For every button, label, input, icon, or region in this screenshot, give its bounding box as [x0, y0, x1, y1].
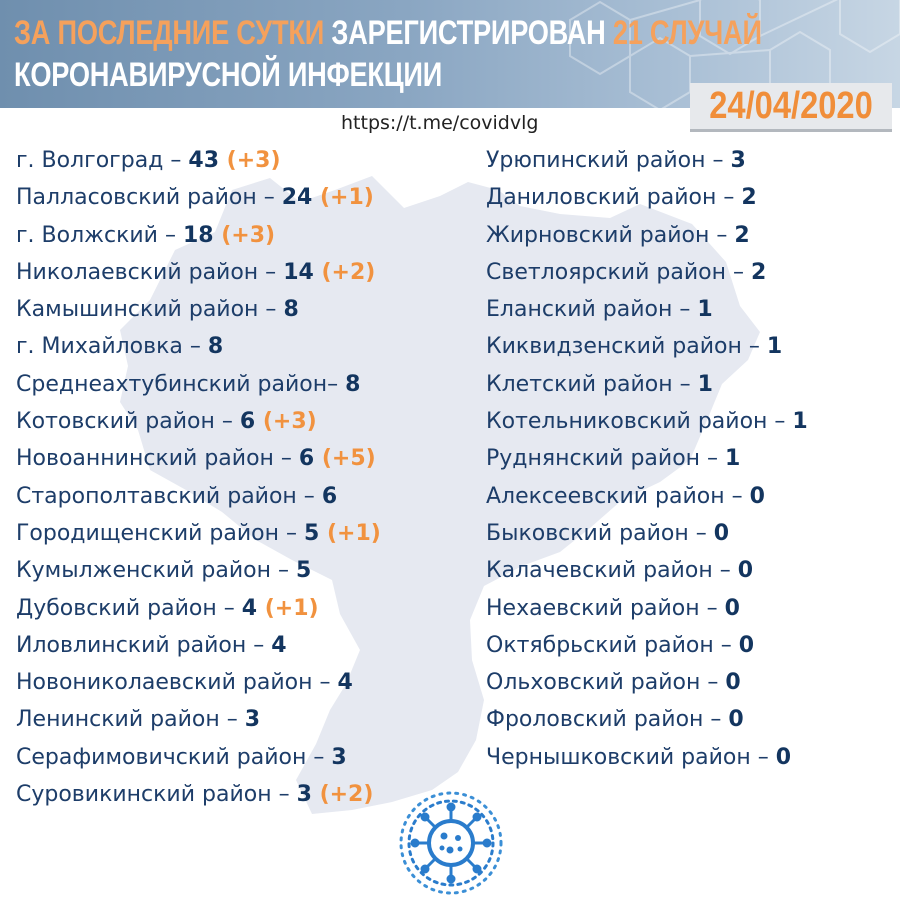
list-item: Фроловский район – 0 [486, 707, 744, 733]
left-district-list [16, 142, 381, 813]
list-item: Руднянский район – 1 [486, 446, 741, 472]
list-item: Среднеахтубинский район– 8 [16, 371, 361, 397]
list-item: Котовский район – 6 (+3) [16, 409, 317, 435]
header-title-highlight-period: ЗА ПОСЛЕДНИЕ СУТКИ [14, 14, 325, 52]
list-item: Котельниковский район – 1 [486, 409, 808, 435]
list-item: Киквидзенский район – 1 [486, 334, 783, 360]
list-item: Дубовский район – 4 (+1) [16, 595, 319, 621]
list-item: Жирновский район – 2 [486, 222, 750, 248]
list-item: Октябрьский район – 0 [486, 632, 755, 658]
list-item: г. Михайловка – 8 [16, 334, 224, 360]
header-title-highlight-cases: 21 СЛУЧАЙ [612, 14, 762, 52]
list-item: Иловлинский район – 4 [16, 632, 287, 658]
list-item: Ольховский район – 0 [486, 670, 741, 696]
date-badge [690, 83, 892, 132]
list-item: Николаевский район – 14 (+2) [16, 259, 376, 285]
list-item: Алексеевский район – 0 [486, 483, 765, 509]
header-title-line-2: КОРОНАВИРУСНОЙ ИНФЕКЦИИ [14, 56, 443, 94]
list-item: Старополтавский район – 6 [16, 483, 338, 509]
list-item: Городищенский район – 5 (+1) [16, 520, 381, 546]
list-item: Даниловский район – 2 [486, 185, 757, 211]
right-district-list [486, 142, 808, 776]
list-item: Чернышковский район – 0 [486, 744, 792, 770]
virus-icon [398, 790, 504, 896]
list-item: Суровикинский район – 3 (+2) [16, 782, 374, 808]
list-item: Еланский район – 1 [486, 297, 713, 323]
list-item: Кумылженский район – 5 [16, 558, 312, 584]
header-title-line-1 [14, 14, 762, 53]
source-link[interactable]: https://t.me/covidvlg [341, 112, 539, 134]
list-item: Быковский район – 0 [486, 520, 730, 546]
date-label: 24/04/2020 [709, 85, 873, 127]
list-item: Клетский район – 1 [486, 371, 713, 397]
list-item: Палласовский район – 24 (+1) [16, 185, 374, 211]
list-item: Новоаннинский район – 6 (+5) [16, 446, 376, 472]
list-item: Серафимовичский район – 3 [16, 744, 347, 770]
list-item: г. Волгоград – 43 (+3) [16, 148, 281, 173]
list-item: Калачевский район – 0 [486, 558, 754, 584]
list-item: Камышинский район – 8 [16, 297, 299, 323]
list-item: Ленинский район – 3 [16, 707, 261, 733]
list-item: Урюпинский район – 3 [486, 148, 746, 173]
list-item: Светлоярский район – 2 [486, 259, 767, 285]
list-item: Новониколаевский район – 4 [16, 670, 353, 696]
list-item: Нехаевский район – 0 [486, 595, 740, 621]
list-item: г. Волжский – 18 (+3) [16, 222, 276, 248]
header-title-registered: ЗАРЕГИСТРИРОВАН [331, 14, 606, 52]
